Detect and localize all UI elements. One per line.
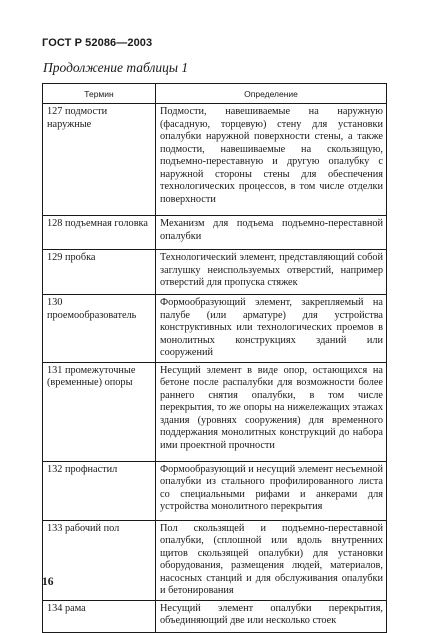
table-continuation-caption: Продолжение таблицы 1	[43, 60, 189, 75]
table-row	[43, 250, 387, 295]
table-row	[43, 104, 387, 216]
term-cell: 134 рама	[43, 600, 156, 632]
definition-cell: Несущий элемент опалубки перекрытия, объединяющий две или несколько стоек	[156, 600, 387, 632]
term-cell: 132 профнастил	[43, 461, 156, 520]
table-row	[43, 600, 387, 632]
document-code: ГОСТ Р 52086—2003	[42, 37, 153, 49]
definition-cell: Подмости, навешиваемые на наружную (фасадную, торцевую) стену для установки опалубки наружной поверхности стены, а также подмости, навешиваемые на скользящую, подъемно-переставную и другую опалубку с наружной стороны стены для обеспечения технологических процессов, в том числе отделки поверхности	[156, 104, 387, 216]
term-cell: 131 промежуточные (временные) опоры	[43, 362, 156, 461]
page-number: 16	[42, 576, 54, 588]
term-cell: 133 рабочий пол	[43, 520, 156, 600]
term-cell: 129 пробка	[43, 250, 156, 295]
column-header-term: Термин	[43, 84, 156, 104]
table-row	[43, 362, 387, 461]
table-row	[43, 216, 387, 250]
definition-cell: Технологический элемент, представляющий собой заглушку неиспользуемых отверстий, например отверстий для пропуска стяжек	[156, 250, 387, 295]
table-row	[43, 461, 387, 520]
table-row	[43, 295, 387, 363]
definition-cell: Пол скользящей и подъемно-переставной опалубки, (сплошной или вдоль внутренних щитов скользящей опалубки) для установки оборудования, размещения людей, материалов, насосных станций и для обслуживания опалубки и бетонирования	[156, 520, 387, 600]
term-cell: 128 подъемная головка	[43, 216, 156, 250]
table-row	[43, 520, 387, 600]
column-header-definition: Определение	[156, 84, 387, 104]
term-cell: 127 подмости наружные	[43, 104, 156, 216]
definition-cell: Формообразующий и несущий элемент несъемной опалубки из стального профилированного листа со специальными рифами и анкерами для устройства монолитного перекрытия	[156, 461, 387, 520]
definition-cell: Механизм для подъема подъемно-переставной опалубки	[156, 216, 387, 250]
definition-cell: Формообразующий элемент, закрепляемый на палубе (или арматуре) для устройства конструктивных или технологических проемов в монолитных конструкциях зданий или сооружений	[156, 295, 387, 363]
terms-table	[42, 83, 387, 633]
definition-cell: Несущий элемент в виде опор, остающихся на бетоне после распалубки для возможности более раннего снятия опалубки, в том числе перекрытия, то же опоры на нижележащих этажах здания (уровнях сооружения) для временного поддержания монолитных конструкций до набора ими проектной прочности	[156, 362, 387, 461]
table-header-row	[43, 84, 387, 104]
term-cell: 130 проемообразователь	[43, 295, 156, 363]
